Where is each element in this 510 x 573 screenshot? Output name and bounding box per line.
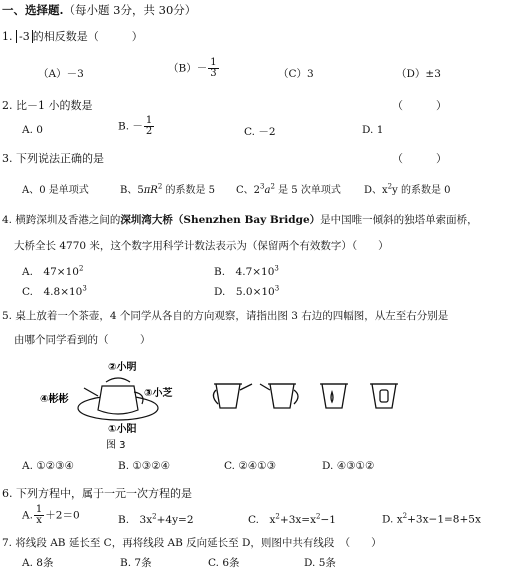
question-1-stem: 1. -3 的相反数是（ ） [2,30,143,43]
q3-option-d: D、$x^2y$ 的系数是 0 [364,182,451,196]
fraction: $\frac{1}{3}$ [210,57,217,79]
question-4-line-1: 4. 横跨深圳及香港之间的深圳湾大桥（Shenzhen Bay Bridge）是中国唯一倾斜的独塔单索面桥， [2,214,478,226]
q2-option-a: A. 0 [22,124,43,136]
q7-option-c: C. 6条 [208,557,240,569]
question-5-line-2: 由哪个同学看到的（ ） [14,334,151,346]
q7-option-d: D. 5条 [304,557,336,569]
q3-answer-paren: （ ） [392,152,447,165]
q6-option-c: C. $x^2+3x=x^2-1$ [248,512,336,526]
view-2-icon [260,384,298,408]
q3-option-c: C、$2^3a^2$ 是 5 次单项式 [236,182,341,196]
fraction: $\frac{1}{x}$ [35,504,43,526]
q3-option-b: B、$5\pi R^2$ 的系数是 5 [120,182,216,196]
q5-option-d: D. ④③①② [322,460,375,472]
question-2-stem: 2. 比－1 小的数是 [2,99,93,112]
q2-option-b: B. － $\frac{1}{2}$ [118,115,153,137]
question-3-stem: 3. 下列说法正确的是 [2,152,104,165]
q4-option-a: A. $47\times 10^2$ [22,264,84,278]
q7-option-a: A. 8条 [22,557,54,569]
q3-option-a: A、0 是单项式 [22,185,89,196]
q2-answer-paren: （ ） [392,99,447,112]
figure-caption: 图 3 [106,440,126,451]
q5-option-b: B. ①③②④ [118,460,171,472]
abs-value-expr: -3 [16,30,33,43]
question-5-line-1: 5. 桌上放着一个茶壶，4 个同学从各自的方向观察，请指出图 3 右边的四幅图，从左至右分别是 [2,310,449,322]
observer-bottom-label: ①小阳 [108,424,137,435]
q6-option-a: A. $\frac{1}{x}$ ＋2＝0 [22,504,80,526]
q4-option-d: D. $5.0\times 10^3$ [214,284,280,298]
fraction: $\frac{1}{2}$ [145,115,153,137]
q7-option-b: B. 7条 [120,557,152,569]
bridge-name: 深圳湾大桥（Shenzhen Bay Bridge） [120,214,321,226]
q2-option-c: C. －2 [244,126,276,138]
q6-option-b: B. $3x^2+4y=2$ [118,512,194,526]
section-note: （每小题 3分，共 30分） [63,3,197,17]
q5-option-a: A. ①②③④ [22,460,74,472]
q1-option-c: （C）3 [278,68,314,80]
question-6-stem: 6. 下列方程中，属于一元一次方程的是 [2,487,192,500]
observer-left-label: ④彬彬 [40,394,69,405]
q5-option-c: C. ②④①③ [224,460,276,472]
q1-option-b: （B）－ $\frac{1}{3}$ [168,57,217,79]
view-3-icon [320,384,348,408]
teapot-observer-figure [40,356,200,452]
section-header [2,2,196,18]
q6-option-d: D. $x^2+3x-1=8+5x$ [382,512,481,526]
view-1-icon [213,384,252,408]
q4-option-b: B. $4.7\times 10^3$ [214,264,279,278]
observer-right-label: ③小芝 [144,388,173,399]
q1-option-d: （D）±3 [396,68,441,80]
observer-top-label: ②小明 [108,362,137,373]
question-7-stem: 7. 将线段 AB 延长至 C，再将线段 AB 反向延长至 D，则图中共有线段 （ ） [2,537,382,549]
question-4-line-2: 大桥全长 4770 米，这个数字用科学计数法表示为（保留两个有效数字）（ ） [14,240,389,252]
q1-option-a: （A）－3 [38,68,84,80]
q4-option-c: C. $4.8\times 10^3$ [22,284,87,298]
section-title: 一、选择题. [2,3,64,17]
teapot-views [210,376,410,420]
q2-option-d: D. 1 [362,124,384,136]
view-4-icon [370,384,398,408]
